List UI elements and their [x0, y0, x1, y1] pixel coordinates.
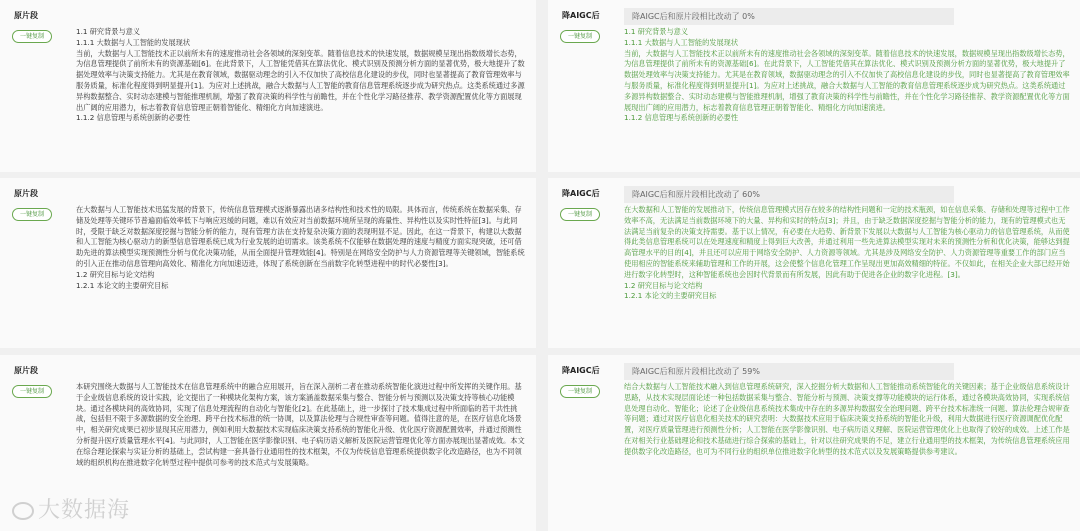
copy-button[interactable]: 一键复制	[560, 208, 600, 221]
original-title: 原片段	[14, 189, 38, 198]
rewritten-title: 降AIGC后	[562, 189, 600, 198]
copy-button[interactable]: 一键复制	[560, 385, 600, 398]
original-panel-3	[0, 355, 536, 531]
rewritten-title: 降AIGC后	[562, 366, 600, 375]
row-2	[0, 178, 1080, 348]
original-text: 在大数据与人工智能技术迅猛发展的背景下，传统信息管理模式逐渐暴露出诸多结构性和技术性的局限。具体而言，传统系统在数据采集、存储及处理等关键环节普遍面临效率低下与响应迟缓的问题，难以有效应对当前数据环境所呈现的海量性、异构性以及实时性特征[3]。与此同时，受限于缺乏对数据深度挖掘与智能分析的能力，现有管理方法在支持复杂决策方面的表现明显不足。因此，在这一背景下，构建以大数据和人工智能为核心驱动力的新型信息管理系统已成为行业发展的迫切需求。该类系统不仅能够在数据处理的速度与精度方面实现突破，还可借助先进的算法模型实现预测性分析与优化决策功能，从而全面提升管理效能[4]。特别是在网络安全防护与人力资源管理等关键领域，智能系统的引入正在推动信息管理向高效化、精准化方向加速迈进，体现了系统创新在当前数字化转型进程中的时代必要性[3]。 1.2 研究目标与论文结构 1.2.1 本论文的主要研究目标	[76, 205, 525, 290]
copy-button[interactable]: 一键复制	[560, 30, 600, 43]
watermark: 大数据海	[12, 494, 130, 527]
change-banner: 降AIGC后和原片段相比改动了 60%	[624, 186, 954, 203]
original-title: 原片段	[14, 366, 38, 375]
original-panel-2	[0, 178, 536, 348]
original-text: 本研究围绕大数据与人工智能技术在信息管理系统中的融合应用展开，旨在深入剖析二者在推动系统智能化演进过程中所发挥的关键作用。基于企业级信息系统的设计实践，论文提出了一种模块化架构方案，该方案涵盖数据采集与整合、智能分析与预测以及决策支持等核心功能模块。通过各模块间的高效协同，实现了信息处理流程的自动化与智能化[2]。在此基础上，进一步探讨了技术集成过程中所面临的若干共性挑战，包括但不限于多源数据的安全治理、跨平台技术标准的统一协调，以及算法伦理与合规性审查等问题。值得注意的是，在医疗信息化场景中，相关研究成果已初步显现其应用潜力，例如利用大数据技术实现临床决策支持系统的智能化升级、优化医疗资源配置效率，并通过预测性分析提升医疗质量管理水平[4]。与此同时，人工智能在医学影像识别、电子病历语义解析及医院运营管理优化等方面亦展现出显著成效。本文在综合理论探索与实证分析的基础上，尝试构建一套具备行业通用性的技术框架，不仅为传统信息管理系统提供数字化改造路径，也为不同领域的组织机构在推进数字化转型过程中提供可参考的技术范式与发展策略。	[76, 382, 525, 467]
rewritten-panel-3	[548, 355, 1080, 531]
rewritten-text: 在大数据和人工智能的发展推动下，传统信息管理模式因存在较多的结构性问题和一定的技术瓶颈，如在信息采集、存储和处理等过程中工作效率不高，无法满足当前数据环境下的大量、异构和实时的特点[3]；并且，由于缺乏数据深度挖掘与智能分析的能力，现有的管理模式也无法满足当前复杂的决策支持需要。基于以上情况，有必要在大趋势、新背景下发展以大数据与人工智能为核心驱动力的信息管理系统，从而使得此类信息管理系统可以在处理速度和精度上得到巨大改善，并通过利用一些先进算法模型实现对未来的预测性分析和优化决策，能够达到提高管理水平的目的[4]，并且还可以应用于网络安全防护、人力资源等领域。尤其是涉及网络安全防护、人力资源管理等重要工作的部门应当使用相应的智能系统来辅助管理和工作的开展，这会使整个信息化管理工作呈现出更加高效精细的特征。不仅如此，在相关企业大部已经开始进行数字化转型时，这种智能系统也会因时代背景而有所发展，因此有助于促进各企业的数字化进程。[3]。 1.2 研究目标与论文结构 1.2.1 本论文的主要研究目标	[624, 205, 1070, 301]
change-banner: 降AIGC后和原片段相比改动了 59%	[624, 363, 954, 380]
original-title: 原片段	[14, 11, 38, 20]
rewritten-panel-2	[548, 178, 1080, 348]
rewritten-panel-1	[548, 0, 1080, 172]
original-text: 1.1 研究背景与意义 1.1.1 大数据与人工智能的发展现状 当前，大数据与人工智能技术正以前所未有的速度推动社会各领域的深刻变革。随着信息技术的快速发展，数据规模呈现出指数级增长态势，为信息管理提供了前所未有的资源基础[6]。在此背景下，人工智能凭借其在算法优化、模式识别及预测分析方面的显著优势，极大地提升了数据处理效率与决策支持能力。尤其是在教育领域，数据驱动理念的引入不仅加快了高校信息化建设的步伐，同时也显著提高了教育管理效率与服务质量，标准化程度得到明显提升[1]。为应对上述挑战，融合大数据与人工智能的教育信息管理系统逐步成为研究热点。这类系统通过多源异构数据整合、实时动态建模与智能推理机制，增强了教育决策的科学性与前瞻性，并在个性化学习路径推荐、教学资源配置优化等方面展现出广阔的应用潜力，标志着教育信息管理正朝着智能化、精细化方向加速演进。 1.1.2 信息管理与系统创新的必要性	[76, 27, 525, 123]
copy-button[interactable]: 一键复制	[12, 30, 52, 43]
row-1	[0, 0, 1080, 172]
change-banner: 降AIGC后和原片段相比改动了 0%	[624, 8, 954, 25]
row-3	[0, 355, 1080, 531]
original-panel-1	[0, 0, 536, 172]
copy-button[interactable]: 一键复制	[12, 385, 52, 398]
rewritten-title: 降AIGC后	[562, 11, 600, 20]
rewritten-text: 结合大数据与人工智能技术融入到信息管理系统研究，深入挖掘分析大数据和人工智能推动系统智能化的关键因素；基于企业级信息系统设计思路，从技术实现层面论述一种包括数据采集与整合、智能分析与预测、决策支撑等功能模块的运行体系，通过各模块高效协同，实现系统信息处理自动化、智能化；论述了企业级信息系统技术集成中存在的多源异构数据安全治理问题、跨平台技术标准统一问题、算法伦理合规审查等问题；通过对医疗信息化相关技术的研究表明：大数据技术应用于临床决策支持系统的智能化升级，利用大数据进行医疗资源调配优化配置，对医疗质量管理进行预测性分析；人工智能在医学影像识别、电子病历语义理解、医院运营管理优化上也取得了较好的成效。上述工作是在对相关行业基础理论和技术基础进行综合探索的基础上，针对以往研究成果的不足，建立行业通用型的技术框架，为传统信息管理系统应用提供数字化改造路径，也可为不同行业的组织单位推进数字化转型的技术范式以及发展策略提供参考建议。	[624, 382, 1070, 456]
rewritten-text: 1.1 研究背景与意义 1.1.1 大数据与人工智能的发展现状 当前，大数据与人工智能技术正以前所未有的速度推动社会各领域的深刻变革。随着信息技术的快速发展，数据规模呈现出指数级增长态势，为信息管理提供了前所未有的资源基础[6]。在此背景下，人工智能凭借其在算法优化、模式识别及预测分析方面的显著优势，极大地提升了数据处理效率与决策支持能力。尤其是在教育领域，数据驱动理念的引入不仅加快了高校信息化建设的步伐，同时也显著提高了教育管理效率与服务质量，标准化程度得到明显提升[1]。为应对上述挑战，融合大数据与人工智能的教育信息管理系统逐步成为研究热点。这类系统通过多源异构数据整合、实时动态建模与智能推理机制，增强了教育决策的科学性与前瞻性，并在个性化学习路径推荐、教学资源配置优化等方面展现出广阔的应用潜力，标志着教育信息管理正朝着智能化、精细化方向加速演进。 1.1.2 信息管理与系统创新的必要性	[624, 27, 1070, 123]
copy-button[interactable]: 一键复制	[12, 208, 52, 221]
logo-icon	[12, 502, 34, 520]
